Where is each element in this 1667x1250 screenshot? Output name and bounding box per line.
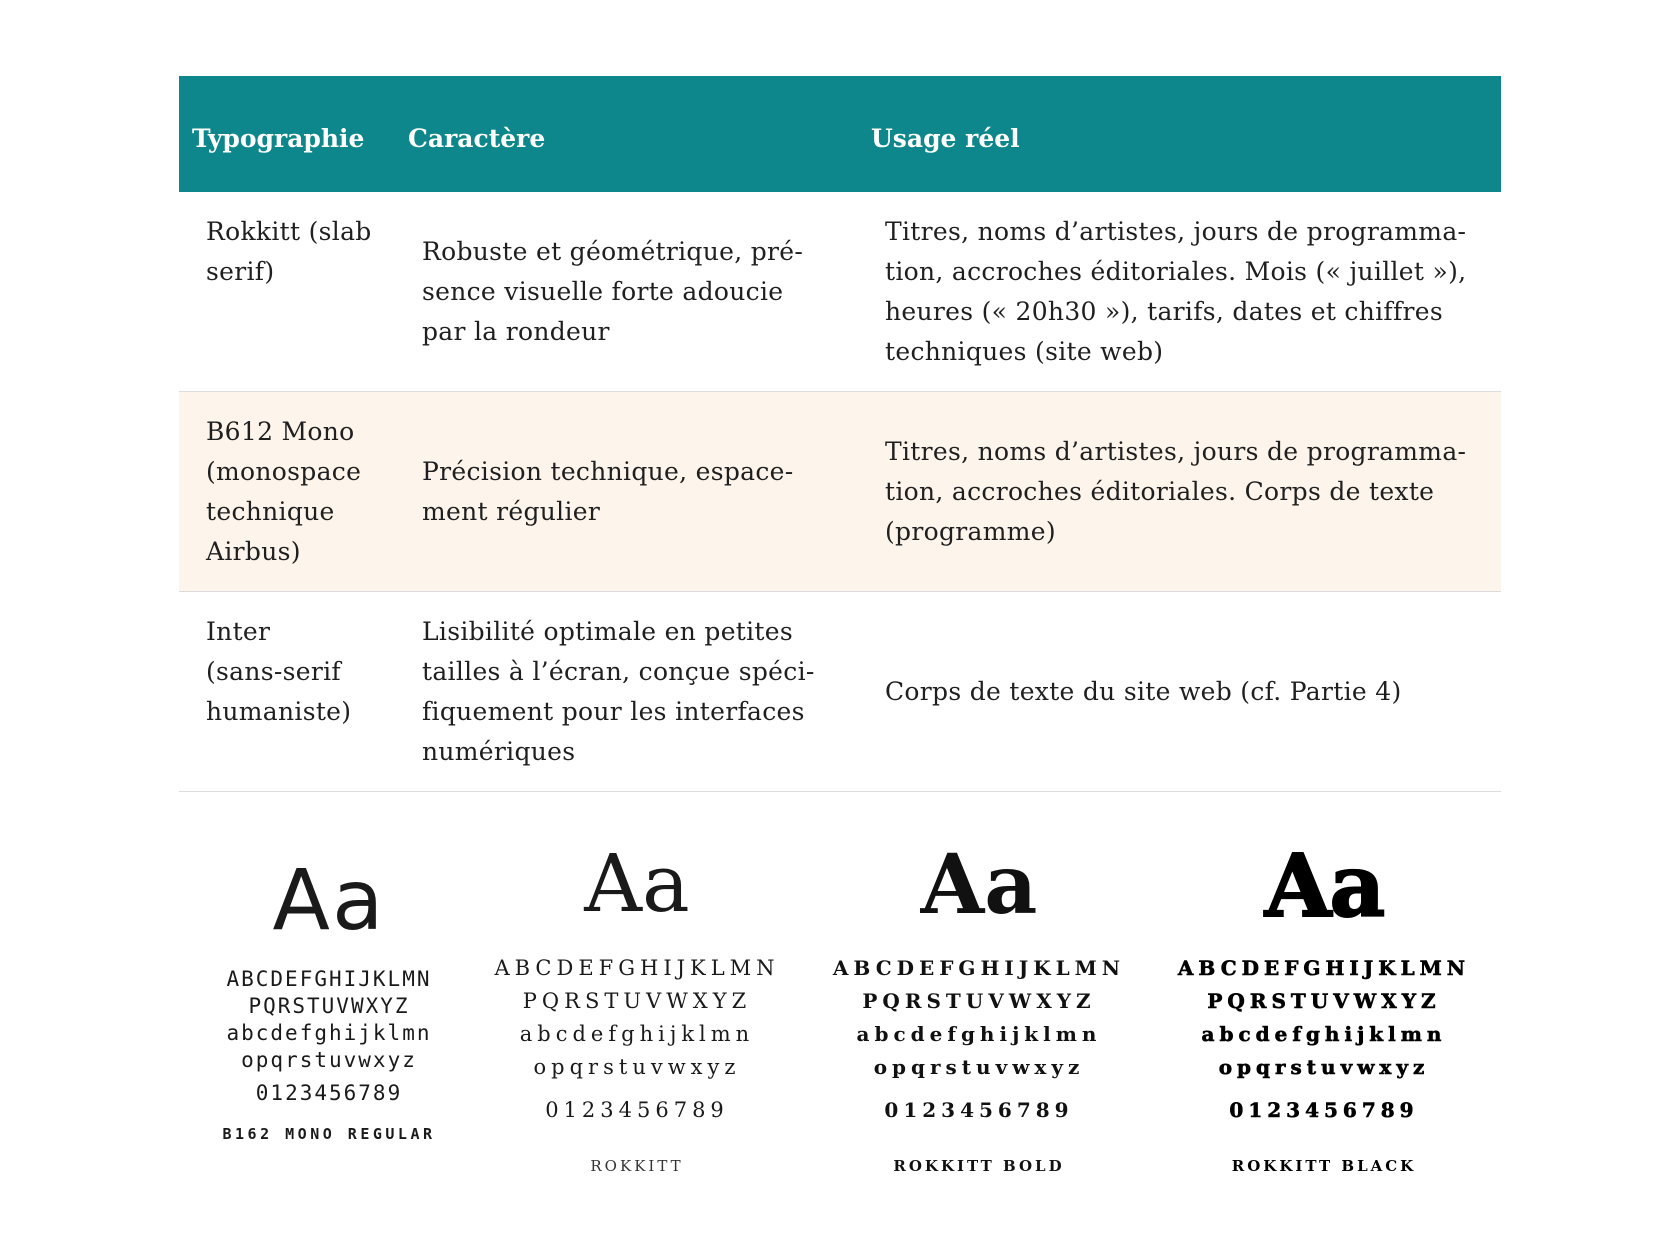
specimen-uppercase: PQRSTUVWXYZ — [862, 989, 1096, 1013]
cell-line: Airbus) — [206, 537, 301, 566]
typography-table — [179, 76, 1501, 792]
cell-typographie — [206, 412, 396, 572]
specimen-sample: Aa — [920, 837, 1038, 933]
specimen-sample: Aa — [272, 851, 386, 949]
cell-line: B612 Mono — [206, 417, 355, 446]
table-header — [179, 76, 1501, 192]
specimen-caption: B162 MONO REGULAR — [222, 1125, 436, 1143]
cell-line: techniques (site web) — [885, 337, 1164, 366]
cell-line: (programme) — [885, 517, 1056, 546]
specimen-digits: 0123456789 — [1229, 1098, 1419, 1122]
cell-line: Précision technique, espace- — [422, 457, 794, 486]
cell-line: technique — [206, 497, 335, 526]
cell-line: par la rondeur — [422, 317, 610, 346]
cell-usage — [885, 212, 1485, 372]
cell-line: sence visuelle forte adoucie — [422, 277, 784, 306]
cell-usage — [885, 432, 1485, 552]
cell-caractere — [422, 612, 842, 772]
specimen-lowercase: abcdefghijklmn — [856, 1022, 1102, 1046]
cell-line: Lisibilité optimale en petites — [422, 617, 793, 646]
cell-line: numériques — [422, 737, 576, 766]
header-usage: Usage réel — [871, 124, 1020, 153]
specimen-lowercase: opqrstuvwxyz — [533, 1055, 741, 1079]
specimen-b612-mono — [199, 851, 459, 1143]
cell-caractere — [422, 452, 842, 532]
cell-line: tion, accroches éditoriales. Corps de texte — [885, 477, 1435, 506]
specimen-uppercase: PQRSTUVWXYZ — [1207, 989, 1441, 1013]
specimen-uppercase: PQRSTUVWXYZ — [248, 994, 410, 1018]
specimen-caption: ROKKITT — [590, 1157, 684, 1175]
cell-line: humaniste) — [206, 697, 352, 726]
cell-line: ment régulier — [422, 497, 601, 526]
specimen-lowercase: opqrstuvwxyz — [873, 1055, 1085, 1079]
specimen-uppercase: PQRSTUVWXYZ — [522, 989, 752, 1013]
header-caractere: Caractère — [408, 124, 546, 153]
specimen-lowercase: abcdefghijklmn — [1201, 1022, 1447, 1046]
cell-line: Titres, noms d’artistes, jours de programma- — [885, 217, 1467, 246]
cell-line: (sans-serif — [206, 657, 341, 686]
specimen-lowercase: opqrstuvwxyz — [1218, 1055, 1430, 1079]
cell-line: fiquement pour les interfaces — [422, 697, 805, 726]
specimen-rokkitt-black — [1169, 836, 1479, 1175]
cell-line: heures (« 20h30 »), tarifs, dates et chiffres — [885, 297, 1443, 326]
specimen-lowercase: abcdefghijklmn — [226, 1021, 432, 1045]
cell-typographie — [206, 212, 396, 292]
specimen-caption: ROKKITT BOLD — [893, 1157, 1065, 1175]
font-specimens — [179, 800, 1501, 1200]
specimen-sample: Aa — [584, 837, 690, 930]
cell-line: Titres, noms d’artistes, jours de programma- — [885, 437, 1467, 466]
cell-usage — [885, 672, 1485, 712]
specimen-uppercase: ABCDEFGHIJKLMN — [226, 967, 432, 991]
specimen-digits: 0123456789 — [255, 1081, 403, 1105]
specimen-uppercase: ABCDEFGHIJKLMN — [832, 956, 1126, 980]
specimen-lowercase: opqrstuvwxyz — [241, 1048, 417, 1072]
header-typographie: Typographie — [192, 124, 365, 153]
cell-line: Inter — [206, 617, 271, 646]
specimen-rokkitt-bold — [829, 837, 1129, 1175]
table-row — [179, 192, 1501, 392]
cell-caractere — [422, 232, 842, 352]
specimen-uppercase: ABCDEFGHIJKLMN — [494, 956, 780, 980]
cell-line: Corps de texte du site web (cf. Partie 4) — [885, 677, 1402, 706]
specimen-digits: 0123456789 — [884, 1098, 1074, 1122]
cell-line: tailles à l’écran, conçue spéci- — [422, 657, 815, 686]
cell-line: Robuste et géométrique, pré- — [422, 237, 804, 266]
specimen-uppercase: ABCDEFGHIJKLMN — [1177, 956, 1471, 980]
specimen-lowercase: abcdefghijklmn — [519, 1022, 755, 1046]
cell-line: Rokkitt (slab — [206, 217, 372, 246]
specimen-sample: Aa — [1264, 836, 1384, 937]
specimen-digits: 0123456789 — [545, 1098, 729, 1122]
cell-line: (monospace — [206, 457, 362, 486]
table-row — [179, 592, 1501, 792]
cell-line: tion, accroches éditoriales. Mois (« juillet »), — [885, 257, 1467, 286]
cell-line: serif) — [206, 257, 275, 286]
specimen-rokkitt — [487, 837, 787, 1175]
specimen-caption: ROKKITT BLACK — [1231, 1157, 1417, 1175]
cell-typographie — [206, 612, 396, 732]
table-row — [179, 392, 1501, 592]
